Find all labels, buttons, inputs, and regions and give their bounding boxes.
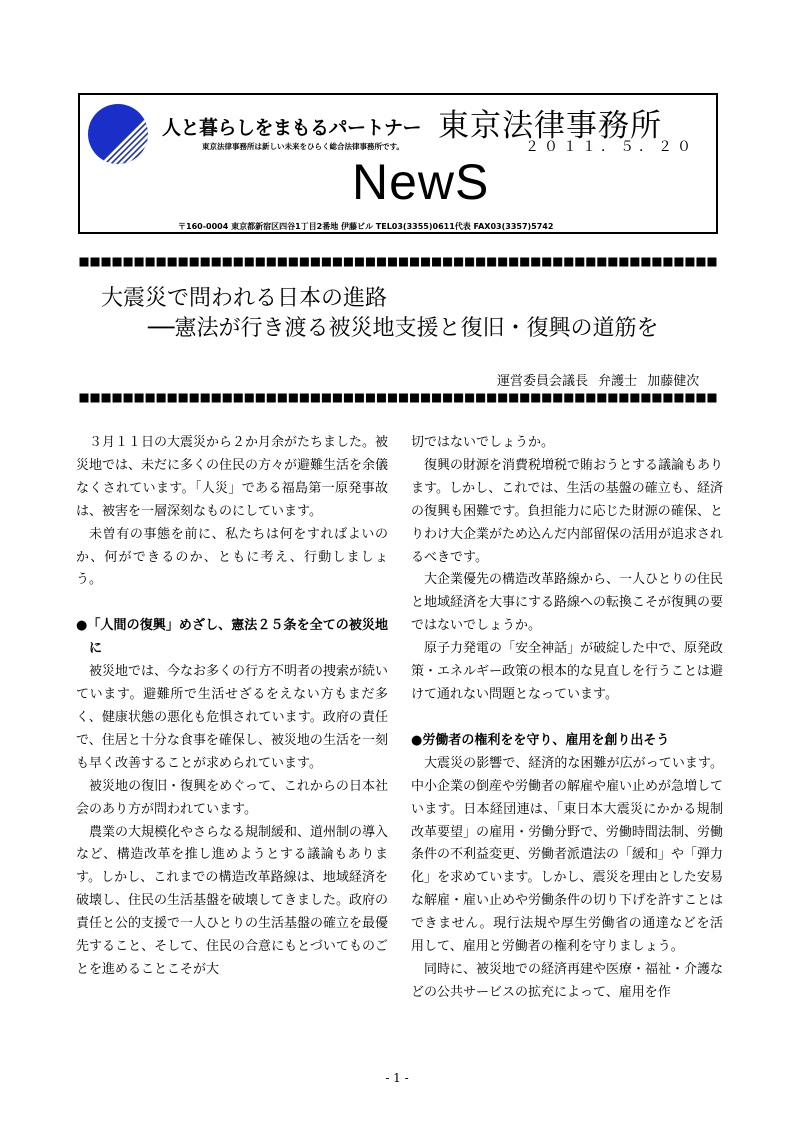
paragraph: ３月１１日の大震災から２か月余がたちました。被災地では、未だに多くの住民の方々が避難生活を余儀なくされています。「人災」である福島第一原発事故は、被害を一層深刻なものにしています。 <box>76 435 389 519</box>
paragraph: 被災地では、今なお多くの行方不明者の捜索が続いています。避難所で生活せざるをえない方もまだ多く、健康状態の悪化も危惧されています。政府の責任で、住居と十分な食事を確保し、被災地の生活を一刻も早く改善することが求められています。 <box>76 664 389 771</box>
paragraph: 復興の財源を消費税増税で賄おうとする議論もあります。しかし、これでは、生活の基盤の確立も、経済の復興も困難です。負担能力に応じた財源の確保、とりわけ大企業がため込んだ内部留保の活用が追求されるべきです。 <box>411 457 724 565</box>
masthead-subtagline: 東京法律事務所は新しい未来をひらく総合法律事務所です。 <box>202 142 404 151</box>
masthead-tagline: 人と暮らしをまもるパートナー <box>162 117 422 139</box>
globe-stripes-logo-icon <box>87 103 149 165</box>
paragraph: 未曽有の事態を前に、私たちは何をすればよいのか、何ができるのか、ともに考え、行動しましょう。 <box>76 526 388 588</box>
section-heading: ●「人間の復興」めざし、憲法２５条を全ての被災地に <box>76 618 388 657</box>
issue-date: ２０１１．５．２０ <box>525 139 696 155</box>
page-number: - 1 - <box>385 1071 409 1085</box>
firm-name: 東京法律事務所 <box>438 108 662 144</box>
headline-line-1: 大震災で問われる日本の進路 <box>101 286 388 311</box>
paragraph: 農業の大規模化やさらなる規制緩和、道州制の導入など、構造改革を推し進めようとする議論もあります。しかし、これまでの構造改革路線は、地域経済を破壊し、住民の生活基盤を破壊してきました。政府の責任と公的支援で一人ひとりの生活基盤の確立を最優先すること、そして、住民の合意にもとづいてものごとを進めることこそが大 <box>76 824 389 977</box>
author-byline: 運営委員会議長 弁護士 加藤健次 <box>497 374 700 389</box>
left-column <box>76 432 388 982</box>
firm-address: 〒160-0004 東京都新宿区四谷1丁目2番地 伊藤ビル TEL03(3355)0611代表 FAX03(3357)5742 <box>178 222 554 231</box>
paragraph: 被災地の復旧・復興をめぐって、これからの日本社会のあり方が問われています。 <box>76 778 388 817</box>
top-square-rule <box>79 257 718 267</box>
masthead <box>78 93 718 234</box>
newsletter-title: NewS <box>352 154 490 210</box>
paragraph: 同時に、被災地での経済再建や医療・福祉・介護などの公共サービスの拡充によって、雇用を作 <box>411 961 724 1000</box>
paragraph: 大企業優先の構造改革路線から、一人ひとりの住民と地域経済を大事にする路線への転換こそが復興の要ではないでしょうか。 <box>411 572 724 634</box>
headline-line-2: ──憲法が行き渡る被災地支援と復旧・復興の道筋を <box>148 316 659 341</box>
paragraph: 切ではないでしょうか。 <box>411 435 555 450</box>
right-column <box>411 432 723 1005</box>
bottom-square-rule <box>79 393 718 403</box>
section-heading: ●労働者の権利をを守り、雇用を創り出そう <box>411 732 670 748</box>
paragraph: 原子力発電の「安全神話」が破綻した中で、原発政策・エネルギー政策の根本的な見直しを行うことは避けて通れない問題となっています。 <box>411 641 724 702</box>
paragraph: 大震災の影響で、経済的な困難が広がっています。中小企業の倒産や労働者の解雇や雇い止めが急増しています。日本経団連は、「東日本大震災にかかる規制改革要望」の雇用・労働分野で、労働時間法制、労働条件の不利益変更、労働者派遣法の「緩和」や「弾力化」を求めています。しかし、震災を理由とした安易な解雇・雇い止めや労働条件の切り下げを許すことはできません。現行法規や厚生労働省の通達などを活用して、雇用と労働者の権利を守りましょう。 <box>411 755 724 955</box>
